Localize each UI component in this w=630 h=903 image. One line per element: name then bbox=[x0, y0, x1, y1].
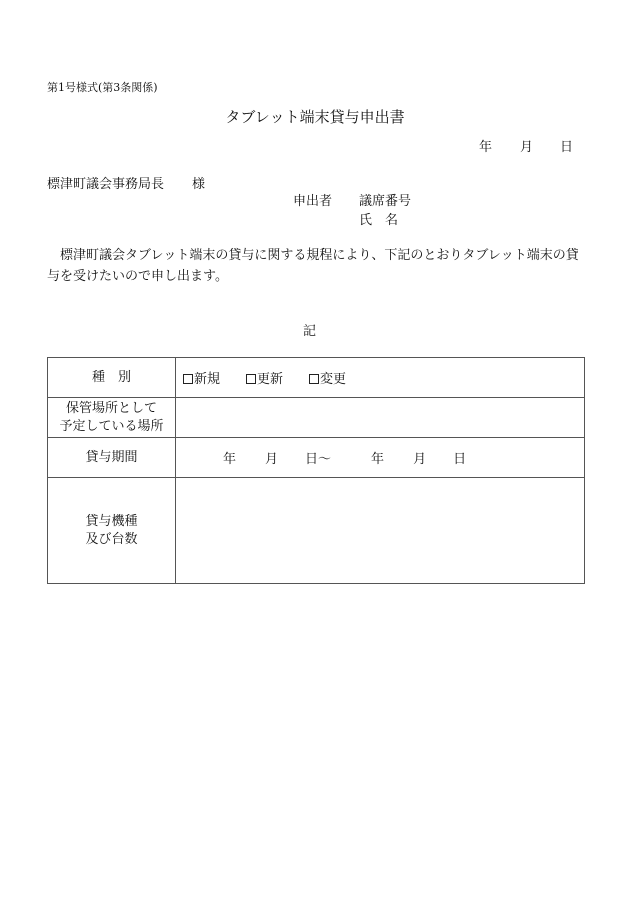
application-table bbox=[47, 357, 585, 584]
date-day: 日 bbox=[560, 140, 574, 155]
storage-label: 保管場所として 予定している場所 bbox=[48, 398, 176, 438]
seat-number-label: 議席番号 bbox=[359, 194, 412, 209]
form-number: 第1号様式(第3条関係) bbox=[47, 81, 158, 94]
checkbox-icon[interactable] bbox=[309, 374, 319, 384]
addressee-honorific: 様 bbox=[192, 177, 206, 192]
option-renew[interactable]: 更新 bbox=[246, 368, 283, 387]
table-row-period bbox=[48, 438, 585, 478]
period-year2: 年 bbox=[371, 452, 385, 467]
period-day-from: 日～ bbox=[305, 452, 332, 467]
checkbox-icon[interactable] bbox=[183, 374, 193, 384]
period-day2: 日 bbox=[453, 452, 467, 467]
table-row-type bbox=[48, 358, 585, 398]
period-month: 月 bbox=[265, 452, 279, 467]
period-month2: 月 bbox=[413, 452, 427, 467]
name-label: 氏 名 bbox=[359, 213, 399, 228]
model-field[interactable] bbox=[176, 478, 585, 584]
date-year: 年 bbox=[479, 140, 493, 155]
option-change[interactable]: 変更 bbox=[309, 368, 346, 387]
table-row-model bbox=[48, 478, 585, 584]
date-month: 月 bbox=[520, 140, 534, 155]
type-label: 種 別 bbox=[48, 358, 176, 398]
table-row-storage bbox=[48, 398, 585, 438]
type-options bbox=[176, 358, 585, 398]
addressee bbox=[47, 173, 205, 192]
applicant-label: 申出者 bbox=[293, 194, 333, 209]
period-field[interactable] bbox=[176, 438, 585, 478]
option-new[interactable]: 新規 bbox=[183, 368, 220, 387]
addressee-name: 標津町議会事務局長 bbox=[47, 177, 165, 192]
model-label: 貸与機種 及び台数 bbox=[48, 478, 176, 584]
checkbox-icon[interactable] bbox=[246, 374, 256, 384]
ki-heading: 記 bbox=[303, 324, 317, 339]
document-title: タブレット端末貸与申出書 bbox=[225, 108, 405, 126]
storage-field[interactable] bbox=[176, 398, 585, 438]
body-text: 標津町議会タブレット端末の貸与に関する規程により、下記のとおりタブレット端末の貸与を受けたいので申し出ます。 bbox=[47, 248, 579, 284]
period-label: 貸与期間 bbox=[48, 438, 176, 478]
period-year: 年 bbox=[223, 452, 237, 467]
